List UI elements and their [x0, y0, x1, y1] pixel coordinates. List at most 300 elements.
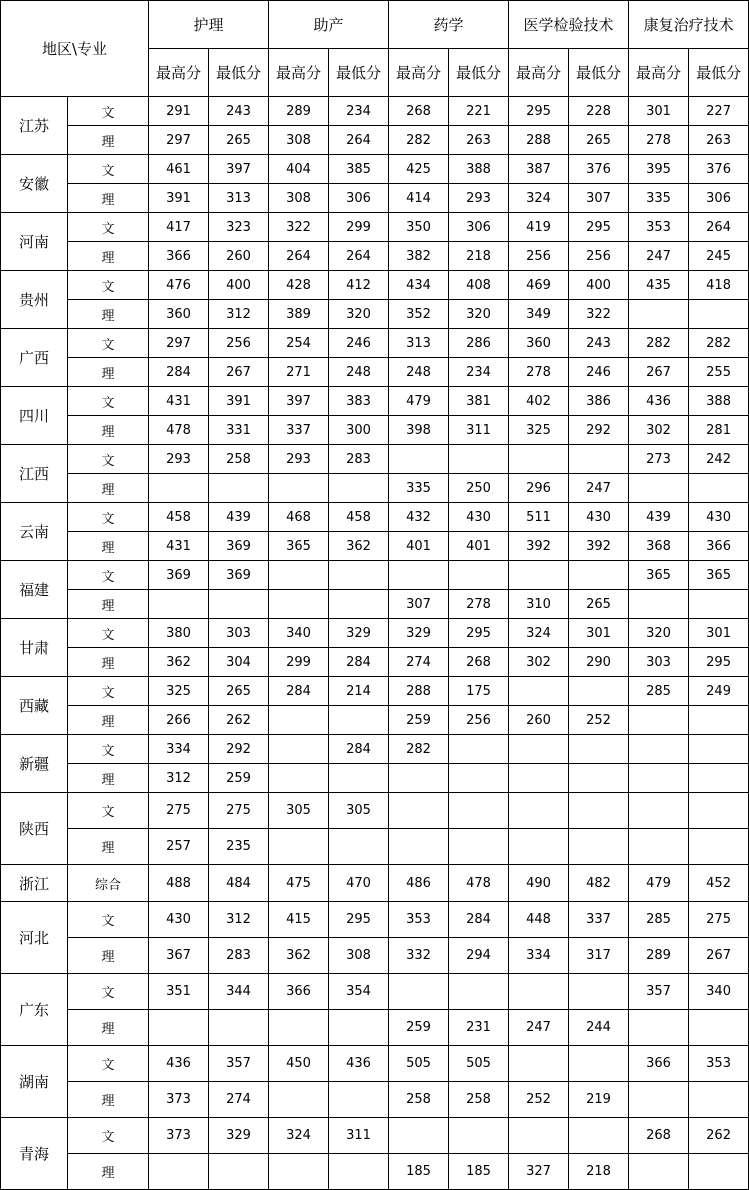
max-score-cell: 475 [269, 865, 329, 902]
region-cell: 广西 [1, 329, 68, 387]
min-score-cell [569, 735, 629, 764]
min-score-cell: 357 [209, 1046, 269, 1082]
max-score-cell: 357 [629, 974, 689, 1010]
max-score-cell [629, 829, 689, 865]
table-row [1, 329, 749, 358]
min-score-cell: 252 [569, 706, 629, 735]
min-score-header: 最低分 [329, 49, 389, 97]
min-score-cell: 482 [569, 865, 629, 902]
min-score-cell [329, 764, 389, 793]
max-score-cell [389, 561, 449, 590]
min-score-cell [449, 1118, 509, 1154]
min-score-cell: 365 [689, 561, 749, 590]
min-score-cell: 246 [569, 358, 629, 387]
max-score-cell: 488 [149, 865, 209, 902]
max-score-cell: 389 [269, 300, 329, 329]
min-score-cell [329, 1010, 389, 1046]
min-score-cell [689, 300, 749, 329]
max-score-cell: 266 [149, 706, 209, 735]
max-score-cell: 335 [389, 474, 449, 503]
min-score-cell: 214 [329, 677, 389, 706]
min-score-cell: 284 [449, 902, 509, 938]
max-score-cell [269, 474, 329, 503]
max-score-cell [509, 561, 569, 590]
major-header: 药学 [389, 1, 509, 49]
table-header [1, 1, 749, 97]
subject-type-cell: 文 [68, 445, 149, 474]
max-score-cell: 490 [509, 865, 569, 902]
max-score-cell: 284 [149, 358, 209, 387]
max-score-cell: 439 [629, 503, 689, 532]
min-score-cell: 262 [209, 706, 269, 735]
max-score-cell: 275 [149, 793, 209, 829]
table-row [1, 271, 749, 300]
table-row [1, 503, 749, 532]
max-score-cell: 479 [629, 865, 689, 902]
max-score-cell: 387 [509, 155, 569, 184]
region-cell: 甘肃 [1, 619, 68, 677]
subject-type-cell: 文 [68, 387, 149, 416]
max-score-cell: 434 [389, 271, 449, 300]
min-score-cell: 175 [449, 677, 509, 706]
subject-type-cell: 文 [68, 1118, 149, 1154]
min-score-cell: 317 [569, 938, 629, 974]
min-score-cell: 313 [209, 184, 269, 213]
max-score-cell: 273 [629, 445, 689, 474]
max-score-cell: 334 [149, 735, 209, 764]
min-score-cell: 265 [209, 677, 269, 706]
max-score-cell: 293 [269, 445, 329, 474]
min-score-cell: 452 [689, 865, 749, 902]
max-score-cell: 289 [269, 97, 329, 126]
subject-type-cell: 文 [68, 503, 149, 532]
min-score-cell: 430 [689, 503, 749, 532]
max-score-cell: 307 [389, 590, 449, 619]
max-score-header: 最高分 [629, 49, 689, 97]
max-score-cell [269, 561, 329, 590]
min-score-cell: 397 [209, 155, 269, 184]
max-score-cell: 282 [629, 329, 689, 358]
min-score-cell: 258 [209, 445, 269, 474]
max-score-cell [629, 793, 689, 829]
min-score-cell: 185 [449, 1154, 509, 1190]
min-score-cell: 418 [689, 271, 749, 300]
region-cell: 福建 [1, 561, 68, 619]
subject-type-cell: 文 [68, 213, 149, 242]
table-row [1, 184, 749, 213]
min-score-cell [329, 590, 389, 619]
max-score-cell: 486 [389, 865, 449, 902]
table-row [1, 902, 749, 938]
max-score-cell: 297 [149, 329, 209, 358]
table-row [1, 126, 749, 155]
max-score-cell [389, 1118, 449, 1154]
max-score-cell [629, 1010, 689, 1046]
min-score-cell: 295 [569, 213, 629, 242]
max-score-cell: 301 [629, 97, 689, 126]
region-cell: 西藏 [1, 677, 68, 735]
min-score-cell: 353 [689, 1046, 749, 1082]
min-score-cell: 282 [689, 329, 749, 358]
min-score-cell: 242 [689, 445, 749, 474]
min-score-cell: 383 [329, 387, 389, 416]
subject-type-cell: 理 [68, 416, 149, 445]
min-score-cell: 306 [329, 184, 389, 213]
max-score-cell: 419 [509, 213, 569, 242]
min-score-cell: 256 [209, 329, 269, 358]
max-score-cell: 352 [389, 300, 449, 329]
min-score-cell: 408 [449, 271, 509, 300]
max-score-cell [389, 445, 449, 474]
region-cell: 河北 [1, 902, 68, 974]
min-score-cell: 292 [569, 416, 629, 445]
min-score-cell: 265 [569, 126, 629, 155]
corner-header: 地区\专业 [1, 1, 149, 97]
max-score-cell: 479 [389, 387, 449, 416]
max-score-cell [269, 829, 329, 865]
min-score-cell: 263 [449, 126, 509, 155]
min-score-cell [569, 677, 629, 706]
min-score-header: 最低分 [449, 49, 509, 97]
max-score-cell: 282 [389, 126, 449, 155]
min-score-cell: 293 [449, 184, 509, 213]
min-score-cell [569, 445, 629, 474]
max-score-cell [509, 793, 569, 829]
max-score-cell: 469 [509, 271, 569, 300]
min-score-cell: 301 [569, 619, 629, 648]
max-score-cell: 382 [389, 242, 449, 271]
max-score-cell: 431 [149, 387, 209, 416]
min-score-cell: 400 [209, 271, 269, 300]
min-score-cell: 344 [209, 974, 269, 1010]
subject-type-cell: 理 [68, 532, 149, 561]
max-score-cell: 448 [509, 902, 569, 938]
max-score-cell [149, 590, 209, 619]
min-score-cell: 248 [329, 358, 389, 387]
max-score-cell: 362 [149, 648, 209, 677]
min-score-cell: 228 [569, 97, 629, 126]
max-score-cell: 278 [509, 358, 569, 387]
min-score-cell [569, 829, 629, 865]
max-score-cell [149, 1154, 209, 1190]
max-score-cell [629, 735, 689, 764]
max-score-cell: 353 [389, 902, 449, 938]
min-score-cell: 400 [569, 271, 629, 300]
min-score-cell: 331 [209, 416, 269, 445]
table-row [1, 938, 749, 974]
subject-type-cell: 文 [68, 329, 149, 358]
max-score-cell: 285 [629, 902, 689, 938]
min-score-cell: 250 [449, 474, 509, 503]
min-score-cell: 436 [329, 1046, 389, 1082]
max-score-cell: 360 [509, 329, 569, 358]
min-score-cell: 322 [569, 300, 629, 329]
max-score-cell [269, 1154, 329, 1190]
max-score-cell: 380 [149, 619, 209, 648]
min-score-cell: 388 [449, 155, 509, 184]
max-score-cell [389, 793, 449, 829]
max-score-cell: 366 [149, 242, 209, 271]
min-score-cell [689, 590, 749, 619]
min-score-cell: 304 [209, 648, 269, 677]
min-score-cell [689, 793, 749, 829]
min-score-cell [329, 706, 389, 735]
min-score-cell: 311 [329, 1118, 389, 1154]
max-score-cell: 252 [509, 1082, 569, 1118]
subject-type-cell: 理 [68, 938, 149, 974]
table-row [1, 590, 749, 619]
min-score-cell: 283 [209, 938, 269, 974]
max-score-cell: 349 [509, 300, 569, 329]
min-score-cell: 337 [569, 902, 629, 938]
max-score-cell: 428 [269, 271, 329, 300]
subject-type-cell: 综合 [68, 865, 149, 902]
max-score-cell: 450 [269, 1046, 329, 1082]
min-score-cell: 295 [689, 648, 749, 677]
max-score-cell: 335 [629, 184, 689, 213]
min-score-cell [449, 735, 509, 764]
min-score-cell: 218 [569, 1154, 629, 1190]
min-score-cell: 267 [689, 938, 749, 974]
max-score-cell: 258 [389, 1082, 449, 1118]
max-score-cell: 268 [389, 97, 449, 126]
max-score-cell [389, 974, 449, 1010]
max-score-cell: 458 [149, 503, 209, 532]
subject-type-cell: 文 [68, 561, 149, 590]
min-score-cell: 249 [689, 677, 749, 706]
min-score-cell: 299 [329, 213, 389, 242]
min-score-cell [329, 829, 389, 865]
min-score-cell [689, 1154, 749, 1190]
max-score-cell: 401 [389, 532, 449, 561]
min-score-cell: 221 [449, 97, 509, 126]
major-header: 康复治疗技术 [629, 1, 749, 49]
min-score-cell: 376 [569, 155, 629, 184]
max-score-cell: 478 [149, 416, 209, 445]
region-cell: 贵州 [1, 271, 68, 329]
max-score-cell [629, 590, 689, 619]
max-score-cell: 436 [149, 1046, 209, 1082]
min-score-cell: 303 [209, 619, 269, 648]
min-score-cell: 295 [329, 902, 389, 938]
min-score-cell: 329 [209, 1118, 269, 1154]
min-score-cell [449, 764, 509, 793]
max-score-cell: 395 [629, 155, 689, 184]
max-score-cell: 268 [629, 1118, 689, 1154]
min-score-cell: 311 [449, 416, 509, 445]
max-score-cell [269, 590, 329, 619]
table-row [1, 829, 749, 865]
min-score-cell: 478 [449, 865, 509, 902]
table-row [1, 242, 749, 271]
subject-type-cell: 理 [68, 829, 149, 865]
min-score-cell: 245 [689, 242, 749, 271]
table-row [1, 619, 749, 648]
max-score-cell: 282 [389, 735, 449, 764]
subject-type-cell: 文 [68, 735, 149, 764]
table-row [1, 561, 749, 590]
min-score-cell: 386 [569, 387, 629, 416]
max-score-cell: 288 [389, 677, 449, 706]
region-cell: 云南 [1, 503, 68, 561]
min-score-cell: 354 [329, 974, 389, 1010]
min-score-cell: 275 [689, 902, 749, 938]
min-score-cell: 366 [689, 532, 749, 561]
max-score-cell: 296 [509, 474, 569, 503]
min-score-header: 最低分 [689, 49, 749, 97]
min-score-cell: 274 [209, 1082, 269, 1118]
region-cell: 湖南 [1, 1046, 68, 1118]
min-score-cell [329, 474, 389, 503]
region-cell: 新疆 [1, 735, 68, 793]
max-score-cell: 308 [269, 126, 329, 155]
min-score-cell: 246 [329, 329, 389, 358]
max-score-cell: 362 [269, 938, 329, 974]
max-score-header: 最高分 [509, 49, 569, 97]
table-row [1, 764, 749, 793]
min-score-cell: 264 [329, 242, 389, 271]
max-score-cell: 320 [629, 619, 689, 648]
max-score-cell [509, 1046, 569, 1082]
major-header: 护理 [149, 1, 269, 49]
max-score-cell: 337 [269, 416, 329, 445]
min-score-cell: 247 [569, 474, 629, 503]
min-score-cell: 320 [449, 300, 509, 329]
max-score-cell: 324 [509, 184, 569, 213]
subject-type-cell: 理 [68, 1082, 149, 1118]
region-cell: 青海 [1, 1118, 68, 1190]
max-score-cell: 476 [149, 271, 209, 300]
max-score-cell: 402 [509, 387, 569, 416]
subject-type-cell: 理 [68, 590, 149, 619]
max-score-cell [389, 829, 449, 865]
min-score-cell: 430 [569, 503, 629, 532]
max-score-cell: 425 [389, 155, 449, 184]
max-score-cell [629, 706, 689, 735]
max-score-cell: 324 [269, 1118, 329, 1154]
max-score-cell: 310 [509, 590, 569, 619]
subject-type-cell: 文 [68, 271, 149, 300]
min-score-cell [209, 474, 269, 503]
table-row [1, 416, 749, 445]
min-score-cell [689, 1010, 749, 1046]
max-score-cell: 373 [149, 1118, 209, 1154]
max-score-cell [509, 1118, 569, 1154]
min-score-cell: 306 [449, 213, 509, 242]
region-cell: 陕西 [1, 793, 68, 865]
max-score-cell: 293 [149, 445, 209, 474]
max-score-header: 最高分 [269, 49, 329, 97]
min-score-cell: 275 [209, 793, 269, 829]
max-score-cell [629, 300, 689, 329]
max-score-cell: 271 [269, 358, 329, 387]
min-score-cell: 286 [449, 329, 509, 358]
max-score-cell: 284 [269, 677, 329, 706]
min-score-cell: 470 [329, 865, 389, 902]
min-score-cell [449, 793, 509, 829]
table-row [1, 793, 749, 829]
max-score-cell: 247 [629, 242, 689, 271]
table-row [1, 532, 749, 561]
max-score-cell [269, 1010, 329, 1046]
min-score-cell: 264 [329, 126, 389, 155]
max-score-cell: 351 [149, 974, 209, 1010]
max-score-cell: 366 [269, 974, 329, 1010]
region-cell: 安徽 [1, 155, 68, 213]
min-score-cell: 284 [329, 735, 389, 764]
min-score-cell: 255 [689, 358, 749, 387]
min-score-cell [689, 474, 749, 503]
region-cell: 浙江 [1, 865, 68, 902]
max-score-cell: 312 [149, 764, 209, 793]
min-score-cell: 430 [449, 503, 509, 532]
max-score-cell: 302 [629, 416, 689, 445]
max-score-cell: 257 [149, 829, 209, 865]
min-score-cell [689, 764, 749, 793]
min-score-cell: 306 [689, 184, 749, 213]
max-score-cell: 288 [509, 126, 569, 155]
table-row [1, 974, 749, 1010]
max-score-cell [509, 829, 569, 865]
max-score-cell: 414 [389, 184, 449, 213]
max-score-cell: 264 [269, 242, 329, 271]
min-score-cell: 307 [569, 184, 629, 213]
min-score-cell [209, 1154, 269, 1190]
max-score-cell: 415 [269, 902, 329, 938]
min-score-cell: 312 [209, 902, 269, 938]
min-score-cell: 392 [569, 532, 629, 561]
min-score-cell: 292 [209, 735, 269, 764]
min-score-cell: 401 [449, 532, 509, 561]
max-score-cell [509, 677, 569, 706]
max-score-header: 最高分 [149, 49, 209, 97]
max-score-cell: 325 [149, 677, 209, 706]
min-score-cell: 412 [329, 271, 389, 300]
max-score-cell: 327 [509, 1154, 569, 1190]
subject-type-cell: 文 [68, 793, 149, 829]
max-score-cell: 431 [149, 532, 209, 561]
max-score-cell [149, 474, 209, 503]
max-score-cell: 274 [389, 648, 449, 677]
max-score-cell: 430 [149, 902, 209, 938]
max-score-cell: 461 [149, 155, 209, 184]
min-score-cell: 258 [449, 1082, 509, 1118]
table-row [1, 1118, 749, 1154]
min-score-cell: 256 [569, 242, 629, 271]
min-score-cell: 385 [329, 155, 389, 184]
max-score-cell: 259 [389, 1010, 449, 1046]
min-score-cell: 388 [689, 387, 749, 416]
table-row [1, 865, 749, 902]
max-score-cell: 505 [389, 1046, 449, 1082]
min-score-cell: 320 [329, 300, 389, 329]
max-score-cell [509, 764, 569, 793]
min-score-cell: 294 [449, 938, 509, 974]
min-score-cell [449, 561, 509, 590]
min-score-cell: 243 [569, 329, 629, 358]
min-score-cell: 362 [329, 532, 389, 561]
min-score-cell: 231 [449, 1010, 509, 1046]
max-score-cell [629, 474, 689, 503]
min-score-cell: 284 [329, 648, 389, 677]
max-score-cell: 468 [269, 503, 329, 532]
min-score-cell: 243 [209, 97, 269, 126]
min-score-cell: 290 [569, 648, 629, 677]
subject-type-cell: 理 [68, 242, 149, 271]
subject-type-cell: 文 [68, 902, 149, 938]
min-score-cell: 391 [209, 387, 269, 416]
min-score-cell: 278 [449, 590, 509, 619]
